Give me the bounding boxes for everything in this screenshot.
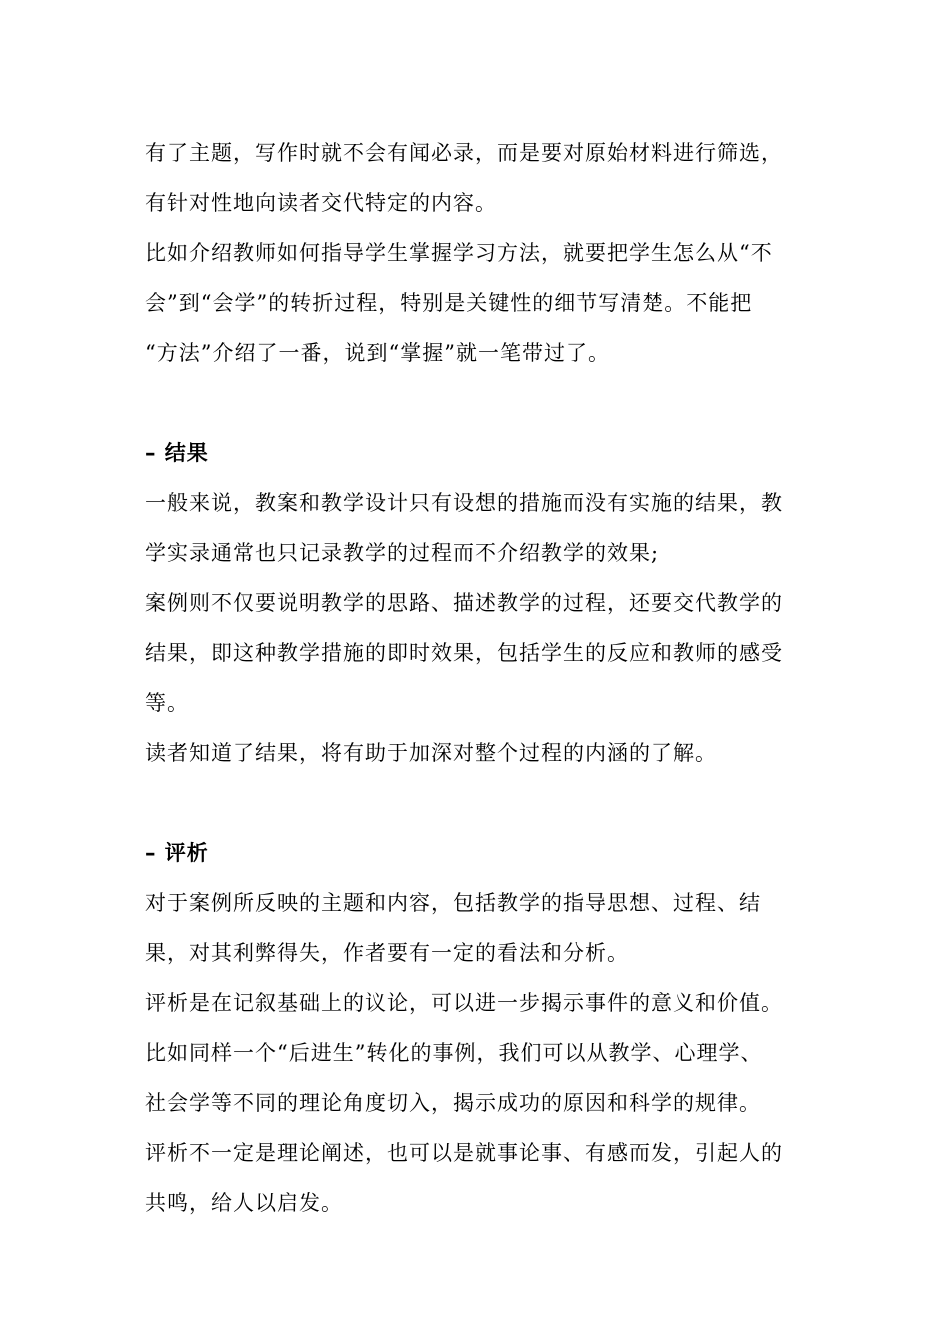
section-heading-analysis: – 评析 bbox=[145, 841, 209, 865]
result-section bbox=[145, 428, 813, 778]
paragraph-line: 果，对其利弊得失，作者要有一定的看法和分析。 bbox=[145, 941, 629, 965]
paragraph-line: 有针对性地向读者交代特定的内容。 bbox=[145, 191, 497, 215]
section-gap bbox=[145, 378, 813, 428]
paragraph-line: 等。 bbox=[145, 691, 189, 715]
paragraph-line: 对于案例所反映的主题和内容，包括教学的指导思想、过程、结 bbox=[145, 891, 761, 915]
paragraph-line: 会”到“会学”的转折过程，特别是关键性的细节写清楚。不能把 bbox=[145, 291, 753, 315]
paragraph-line: 有了主题，写作时就不会有闻必录，而是要对原始材料进行筛选， bbox=[145, 141, 783, 165]
paragraph-line: 案例则不仅要说明教学的思路、描述教学的过程，还要交代教学的 bbox=[145, 591, 783, 615]
document-page bbox=[145, 128, 813, 1228]
paragraph-line: 比如介绍教师如何指导学生掌握学习方法，就要把学生怎么从“不 bbox=[145, 241, 773, 265]
paragraph-line: 结果，即这种教学措施的即时效果，包括学生的反应和教师的感受 bbox=[145, 641, 783, 665]
paragraph-line: 比如同样一个“后进生”转化的事例，我们可以从教学、心理学、 bbox=[145, 1041, 763, 1065]
intro-section bbox=[145, 128, 813, 378]
paragraph-line: 评析不一定是理论阐述，也可以是就事论事、有感而发，引起人的 bbox=[145, 1141, 783, 1165]
paragraph-line: 评析是在记叙基础上的议论，可以进一步揭示事件的意义和价值。 bbox=[145, 991, 783, 1015]
section-gap bbox=[145, 778, 813, 828]
analysis-section bbox=[145, 828, 813, 1228]
paragraph-line: 社会学等不同的理论角度切入，揭示成功的原因和科学的规律。 bbox=[145, 1091, 761, 1115]
section-heading-result: – 结果 bbox=[145, 441, 209, 465]
paragraph-line: “方法”介绍了一番，说到“掌握”就一笔带过了。 bbox=[145, 341, 610, 365]
paragraph-line: 一般来说，教案和教学设计只有设想的措施而没有实施的结果，教 bbox=[145, 491, 783, 515]
paragraph-line: 学实录通常也只记录教学的过程而不介绍教学的效果; bbox=[145, 541, 660, 565]
paragraph-line: 读者知道了结果，将有助于加深对整个过程的内涵的了解。 bbox=[145, 741, 717, 765]
paragraph-line: 共鸣，给人以启发。 bbox=[145, 1191, 343, 1215]
